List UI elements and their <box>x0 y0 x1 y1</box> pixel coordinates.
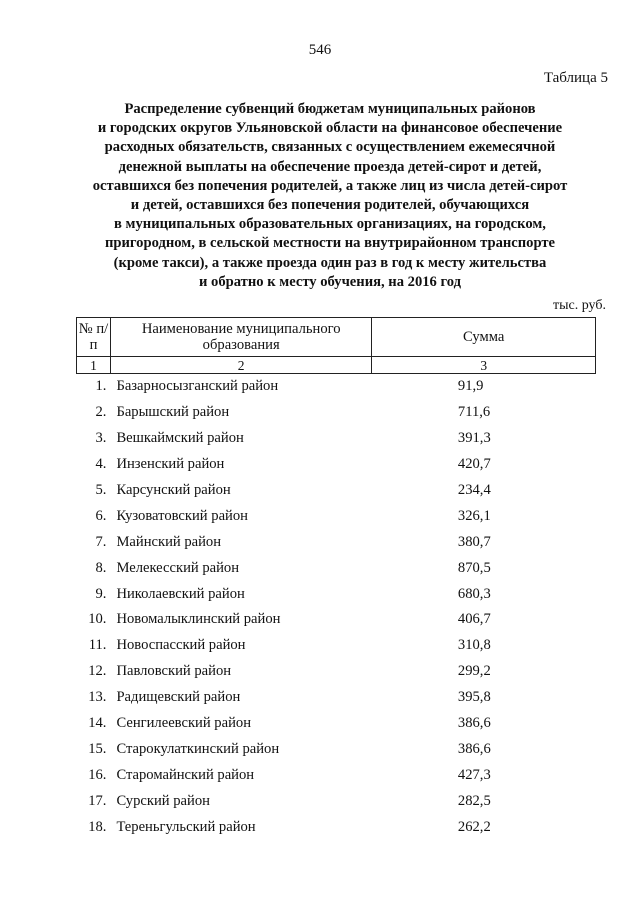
table-header-row <box>77 318 596 357</box>
table-row <box>77 762 596 788</box>
document-title <box>60 100 600 292</box>
table-row <box>77 607 596 633</box>
table-row <box>77 452 596 478</box>
units-label: тыс. руб. <box>553 298 606 313</box>
row-number: 13. <box>88 689 107 706</box>
row-number: 16. <box>88 766 107 783</box>
row-sum: 282,5 <box>457 792 491 809</box>
title-line: и детей, оставшихся без попечения родителей, обучающихся <box>130 197 530 214</box>
row-sum: 386,6 <box>457 715 491 732</box>
row-number: 9. <box>95 585 107 602</box>
table-row <box>77 503 596 529</box>
title-line: оставшихся без попечения родителей, а также лиц из числа детей-сирот <box>92 177 568 194</box>
header-col-index: 2 <box>110 357 371 374</box>
title-line: (кроме такси), а также проезда один раз в год к месту жительства <box>113 254 547 271</box>
row-name: Сурский район <box>116 792 210 809</box>
table-row <box>77 478 596 504</box>
row-number: 18. <box>88 818 107 835</box>
row-sum: 406,7 <box>457 611 491 628</box>
row-sum: 262,2 <box>457 818 491 835</box>
row-number: 4. <box>95 456 107 473</box>
header-sum: Сумма <box>372 318 596 357</box>
table-header-numbers-row <box>77 357 596 374</box>
table-row <box>77 529 596 555</box>
table-row <box>77 659 596 685</box>
row-number: 2. <box>95 404 107 421</box>
row-name: Инзенский район <box>116 456 225 473</box>
row-name: Базарносызганский район <box>116 378 279 395</box>
table-label: Таблица 5 <box>543 70 608 86</box>
row-number: 15. <box>88 740 107 757</box>
row-sum: 870,5 <box>457 559 491 576</box>
row-sum: 310,8 <box>457 637 491 654</box>
row-name: Барышский район <box>116 404 230 421</box>
row-number: 12. <box>88 663 107 680</box>
title-line: Распределение субвенций бюджетам муниципальных районов <box>124 101 536 117</box>
row-sum: 326,1 <box>457 507 491 524</box>
row-number: 11. <box>88 637 107 654</box>
row-name: Старокулаткинский район <box>116 740 280 757</box>
table-row <box>77 788 596 814</box>
row-number: 5. <box>95 482 107 498</box>
title-line: расходных обязательств, связанных с осуществлением ежемесячной <box>104 139 556 156</box>
row-number: 14. <box>88 715 107 732</box>
row-name: Радищевский район <box>116 689 241 706</box>
row-sum: 299,2 <box>457 663 491 680</box>
row-sum: 420,7 <box>457 456 491 473</box>
table-row <box>77 685 596 711</box>
table-row <box>77 814 596 840</box>
row-number: 17. <box>88 792 107 809</box>
row-name: Павловский район <box>116 663 232 680</box>
title-line: денежной выплаты на обеспечение проезда детей-сирот и детей, <box>118 158 542 175</box>
row-sum: 386,6 <box>457 740 491 757</box>
row-name: Майнский район <box>116 533 222 550</box>
title-line: и обратно к месту обучения, на 2016 год <box>198 273 462 290</box>
header-col-index: 3 <box>372 357 596 374</box>
row-name: Старомайнский район <box>116 766 255 783</box>
row-sum: 427,3 <box>457 766 491 783</box>
row-name: Мелекесский район <box>116 559 240 576</box>
table-row <box>77 633 596 659</box>
title-line: в муниципальных образовательных организациях, на городском, <box>114 216 546 233</box>
title-line: пригородном, в сельской местности на внутрирайонном транспорте <box>104 235 556 252</box>
table-row <box>77 581 596 607</box>
row-number: 3. <box>95 430 107 447</box>
table-row <box>77 426 596 452</box>
row-sum: 380,7 <box>457 533 491 550</box>
row-name: Сенгилеевский район <box>116 715 252 732</box>
table-row <box>77 736 596 762</box>
header-number: № п/п <box>77 318 111 357</box>
row-sum: 711,6 <box>457 404 491 421</box>
row-sum: 680,3 <box>457 585 491 602</box>
row-sum: 391,3 <box>457 430 491 447</box>
row-name: Николаевский район <box>116 585 245 602</box>
row-name: Вешкаймский район <box>116 430 244 447</box>
title-line: и городских округов Ульяновской области на финансовое обеспечение <box>97 120 563 137</box>
row-number: 8. <box>95 559 107 576</box>
header-name: Наименование муниципального образования <box>110 318 371 357</box>
table-row <box>77 400 596 426</box>
page-number: 546 <box>308 42 332 58</box>
table-row <box>77 711 596 737</box>
row-name: Кузоватовский район <box>116 507 248 524</box>
header-col-index: 1 <box>77 357 111 374</box>
row-number: 1. <box>95 378 107 395</box>
table-row <box>77 555 596 581</box>
row-sum: 395,8 <box>457 689 491 706</box>
row-sum: 91,9 <box>457 378 484 395</box>
row-name: Новомалыклинский район <box>116 611 281 628</box>
row-name: Карсунский район <box>116 482 231 498</box>
row-name: Тереньгульский район <box>116 818 256 835</box>
row-number: 10. <box>88 611 107 628</box>
row-name: Новоспасский район <box>116 637 246 654</box>
table-row <box>77 374 596 400</box>
subvention-table <box>76 317 596 840</box>
row-number: 7. <box>95 533 107 550</box>
row-number: 6. <box>95 507 107 524</box>
row-sum: 234,4 <box>457 482 491 498</box>
